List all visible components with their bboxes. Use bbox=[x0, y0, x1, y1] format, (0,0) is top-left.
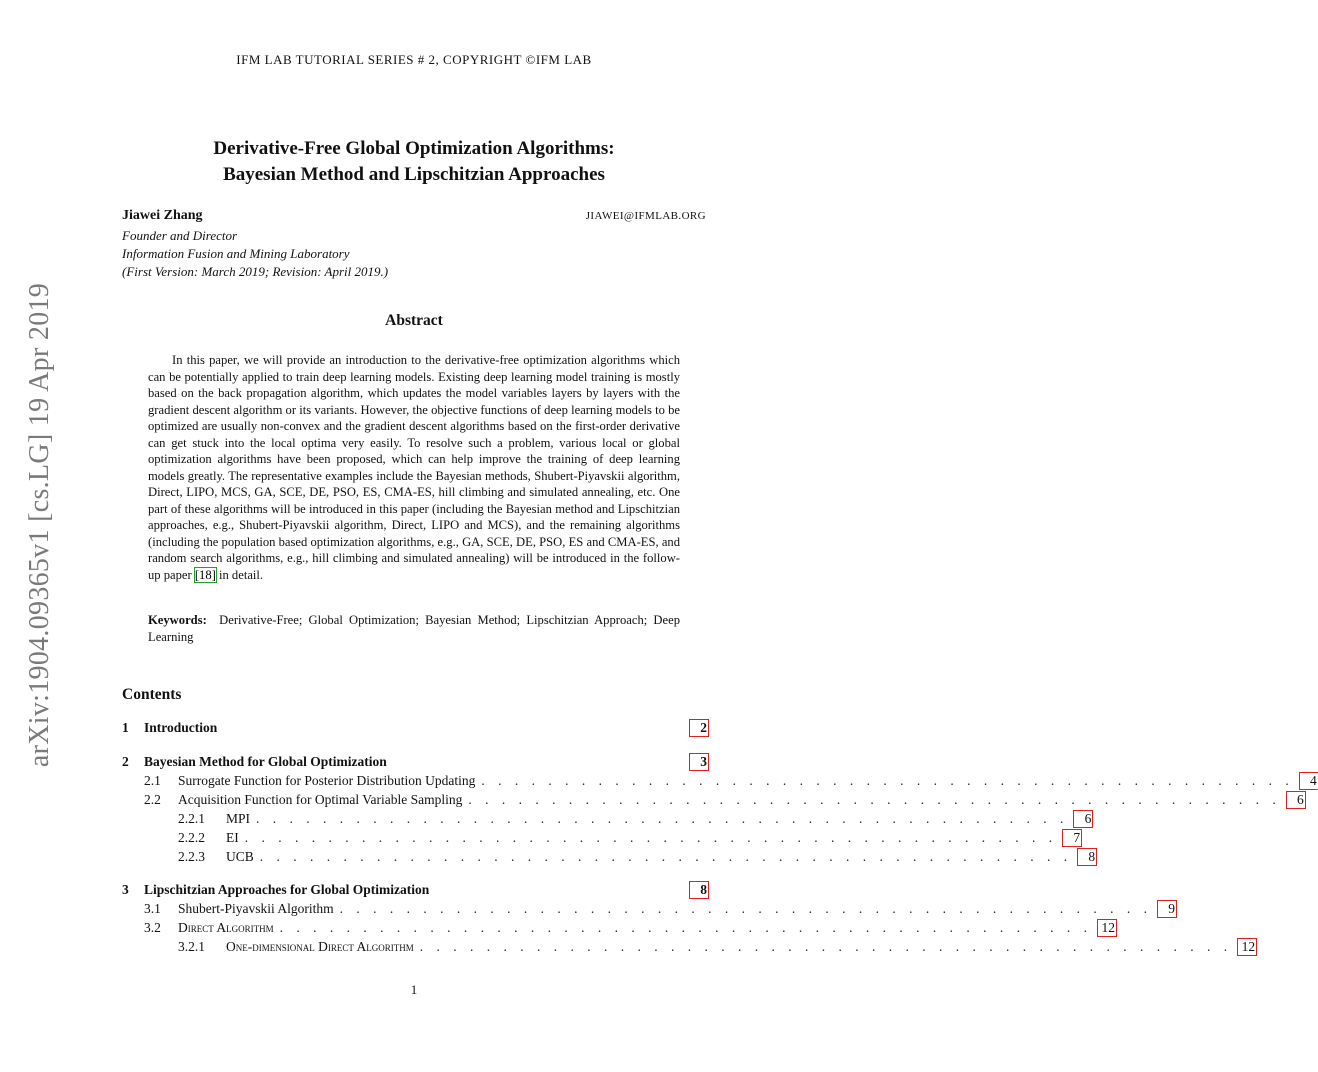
toc-title: Direct Algorithm bbox=[178, 920, 274, 935]
toc-leader-dots: . . . . . . . . . . . . . . . . . . . . . . . . . . . . . . . . . . . . . . . . . . . . . . . . . bbox=[339, 901, 1153, 916]
toc-title: Surrogate Function for Posterior Distribution Updating bbox=[178, 773, 476, 788]
toc-page-link[interactable]: 3 bbox=[690, 754, 708, 770]
keywords bbox=[148, 612, 680, 645]
toc-title: Introduction bbox=[144, 720, 218, 735]
toc-title: MPI bbox=[226, 811, 251, 826]
toc-number: 2.2.3 bbox=[178, 849, 205, 864]
toc-entry[interactable] bbox=[122, 849, 1096, 867]
toc-leader-dots: . . . . . . . . . . . . . . . . . . . . . . . . . . . . . . . . . . . . . . . . . . . . . . . . . bbox=[279, 920, 1092, 935]
arxiv-watermark bbox=[22, 282, 58, 768]
keywords-label: Keywords: bbox=[148, 613, 207, 627]
title-line-2: Bayesian Method and Lipschitzian Approaches bbox=[223, 164, 605, 185]
toc-entry[interactable] bbox=[122, 754, 708, 772]
toc-page-link[interactable]: 2 bbox=[690, 720, 708, 736]
toc-entry[interactable] bbox=[122, 720, 708, 738]
citation-link[interactable]: [18] bbox=[194, 567, 216, 582]
toc-title: EI bbox=[226, 830, 239, 845]
toc-entry[interactable] bbox=[122, 939, 1256, 957]
toc-page-link[interactable]: 12 bbox=[1098, 920, 1116, 936]
toc-leader-dots: . . . . . . . . . . . . . . . . . . . . . . . . . . . . . . . . . . . . . . . . . . . . . . . . . bbox=[481, 773, 1294, 788]
toc-entry[interactable] bbox=[122, 882, 708, 900]
toc-entry[interactable] bbox=[122, 773, 1317, 791]
paper-title bbox=[0, 136, 828, 188]
toc-leader-dots: . . . . . . . . . . . . . . . . . . . . . . . . . . . . . . . . . . . . . . . . . . . . . . . . . bbox=[468, 792, 1281, 807]
toc-number: 3.2 bbox=[144, 920, 161, 935]
toc-number: 3.2.1 bbox=[178, 939, 205, 954]
toc-leader-dots: . . . . . . . . . . . . . . . . . . . . . . . . . . . . . . . . . . . . . . . . . . . . . . . . . bbox=[259, 849, 1073, 864]
toc-page-link[interactable]: 6 bbox=[1287, 792, 1305, 808]
page-number: 1 bbox=[410, 982, 418, 997]
toc-page-link[interactable]: 8 bbox=[690, 882, 708, 898]
keywords-text: Derivative-Free; Global Optimization; Bayesian Method; Lipschitzian Approach; Deep Learning bbox=[148, 613, 681, 644]
toc-title: Acquisition Function for Optimal Variable Sampling bbox=[178, 792, 463, 807]
arxiv-id: arXiv:1904.09365v1 [cs.LG] 19 Apr 2019 bbox=[24, 282, 55, 768]
author-name: Jiawei Zhang bbox=[122, 208, 203, 223]
toc-number: 2.2 bbox=[144, 792, 161, 807]
toc-number: 2.2.2 bbox=[178, 830, 205, 845]
toc-page-link[interactable]: 8 bbox=[1078, 849, 1096, 865]
author-lab: Information Fusion and Mining Laboratory bbox=[122, 246, 350, 261]
toc-page-link[interactable]: 9 bbox=[1158, 901, 1176, 917]
toc-entry[interactable] bbox=[122, 811, 1092, 829]
toc-title: Bayesian Method for Global Optimization bbox=[144, 754, 387, 769]
version-note: (First Version: March 2019; Revision: April 2019.) bbox=[122, 264, 389, 279]
toc-number: 2 bbox=[122, 754, 129, 769]
toc-entry[interactable] bbox=[122, 901, 1176, 919]
author-role: Founder and Director bbox=[122, 228, 238, 243]
toc-page-link[interactable]: 12 bbox=[1238, 939, 1256, 955]
toc-entry[interactable] bbox=[122, 920, 1115, 938]
toc-title: Lipschitzian Approaches for Global Optimization bbox=[144, 882, 430, 897]
toc-title: One-dimensional Direct Algorithm bbox=[226, 939, 414, 954]
toc-number: 2.1 bbox=[144, 773, 161, 788]
toc-page-link[interactable]: 4 bbox=[1300, 773, 1318, 789]
title-line-1: Derivative-Free Global Optimization Algorithms: bbox=[213, 138, 615, 159]
toc-number: 2.2.1 bbox=[178, 811, 205, 826]
author-email[interactable]: JIAWEI@IFMLAB.ORG bbox=[585, 210, 706, 222]
toc-title: UCB bbox=[226, 849, 254, 864]
abstract-text bbox=[148, 352, 680, 583]
abstract-text-end: in detail. bbox=[215, 567, 264, 582]
toc-leader-dots: . . . . . . . . . . . . . . . . . . . . . . . . . . . . . . . . . . . . . . . . . . . . . . . . . bbox=[419, 939, 1233, 954]
contents-heading: Contents bbox=[122, 686, 182, 703]
toc-number: 1 bbox=[122, 720, 129, 735]
toc-leader-dots: . . . . . . . . . . . . . . . . . . . . . . . . . . . . . . . . . . . . . . . . . . . . . . . . . bbox=[244, 830, 1058, 845]
toc-page-link[interactable]: 6 bbox=[1074, 811, 1092, 827]
running-header: IFM LAB TUTORIAL SERIES # 2, COPYRIGHT ©IFM LAB bbox=[236, 52, 592, 67]
toc-number: 3.1 bbox=[144, 901, 161, 916]
toc-entry[interactable] bbox=[122, 792, 1304, 810]
toc-number: 3 bbox=[122, 882, 129, 897]
toc-entry[interactable] bbox=[122, 830, 1081, 848]
abstract-heading: Abstract bbox=[385, 312, 443, 329]
toc-page-link[interactable]: 7 bbox=[1063, 830, 1081, 846]
toc-title: Shubert-Piyavskii Algorithm bbox=[178, 901, 334, 916]
abstract-text-main: In this paper, we will provide an introduction to the derivative-free optimization algorithms which can be potentially applied to train deep learning models. Existing deep learning model training is mostly based on the back propagation algorithm, which updates the model variables layers by layers with the gradient descent algorithm or its variants. However, the objective functions of deep learning models to be optimized are usually non-convex and the gradient descent algorithms based on the first-order derivative can get stuck into the local optima very easily. To resolve such a problem, various local or global optimization algorithms have been proposed, which can help improve the training of deep learning models greatly. The representative examples include the Bayesian methods, Shubert-Piyavskii algorithm, Direct, LIPO, MCS, GA, SCE, DE, PSO, ES, CMA-ES, hill climbing and simulated annealing, etc. One part of these algorithms will be introduced in this paper (including the Bayesian method and Lipschitzian approaches, e.g., Shubert-Piyavskii algorithm, Direct, LIPO and MCS), and the remaining algorithms (including the population based optimization algorithms, e.g., GA, SCE, DE, PSO, ES and CMA-ES, and random search algorithms, e.g., hill climbing and simulated annealing) will be introduced in the follow-up paper bbox=[148, 353, 680, 582]
toc-leader-dots: . . . . . . . . . . . . . . . . . . . . . . . . . . . . . . . . . . . . . . . . . . . . . . . . . bbox=[256, 811, 1069, 826]
